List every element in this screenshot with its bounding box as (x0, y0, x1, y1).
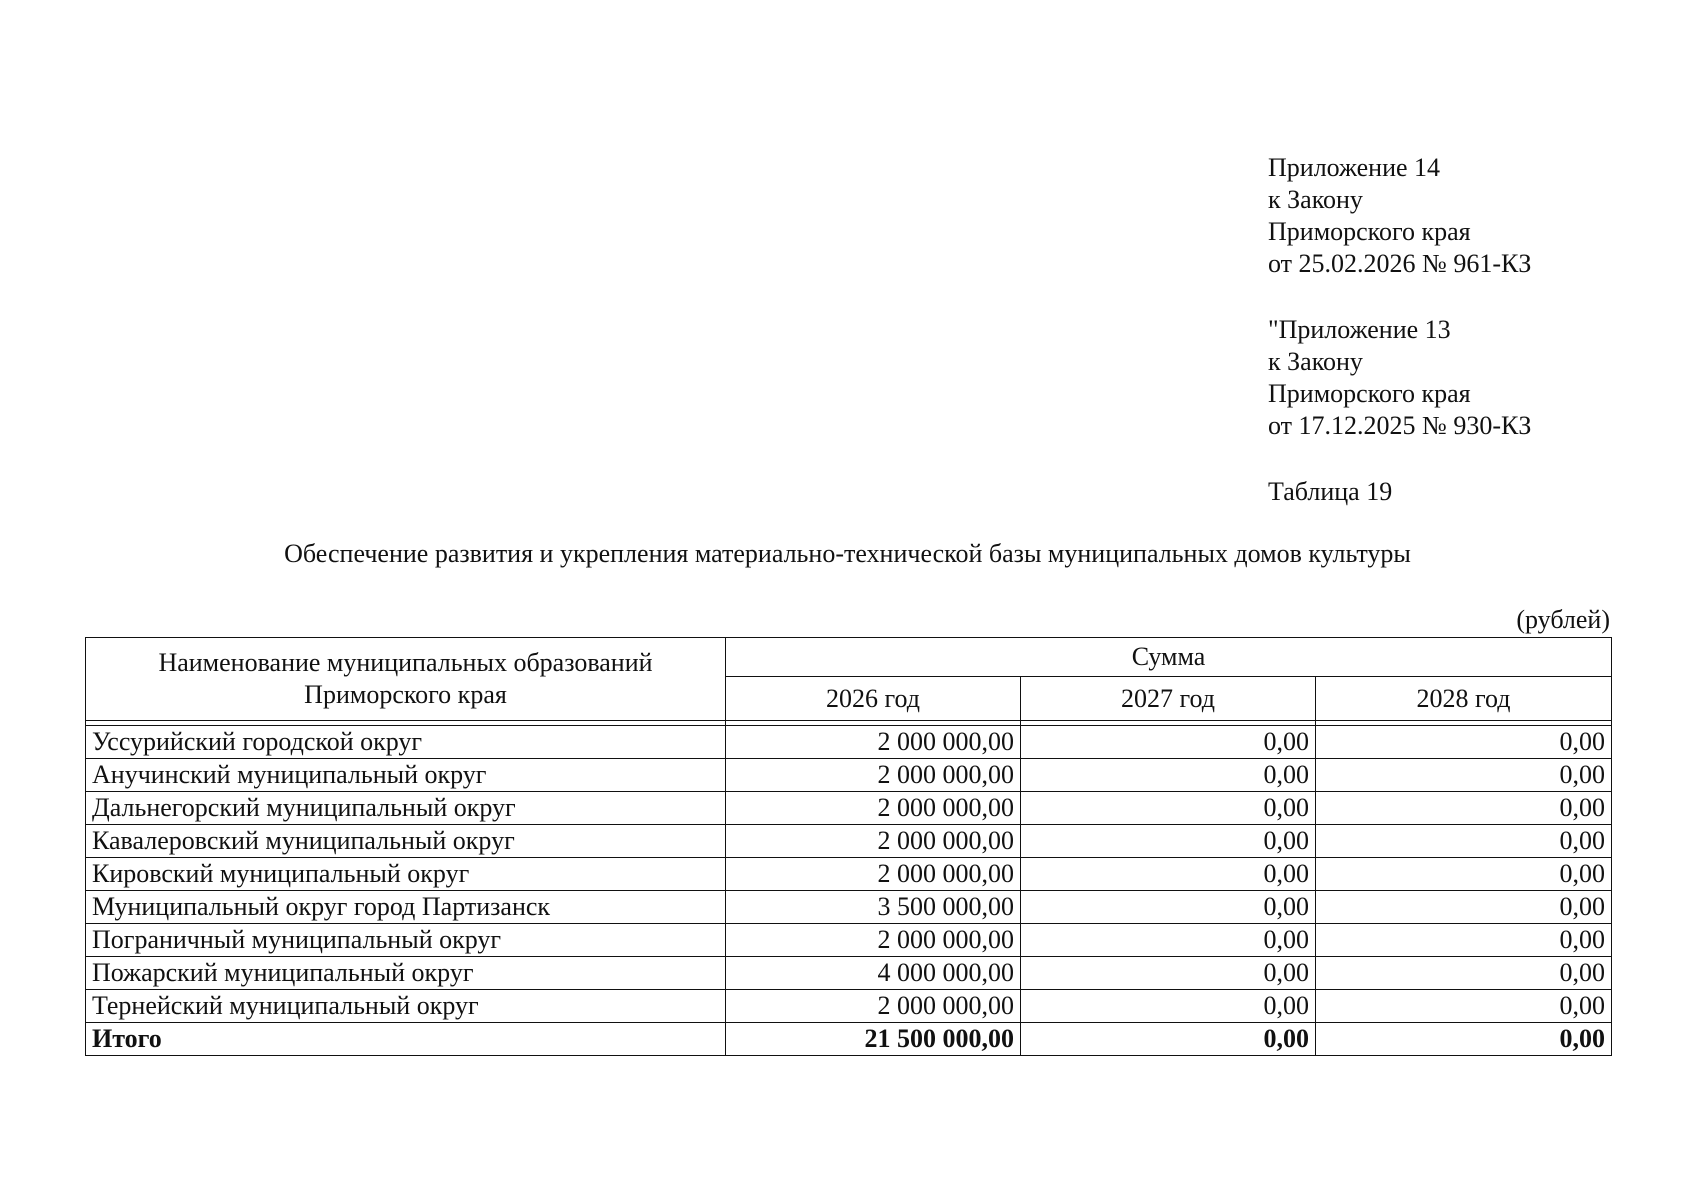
amount-2026: 2 000 000,00 (726, 726, 1021, 759)
appendix-main-line: Приложение 14 (1268, 153, 1441, 182)
municipality-name: Дальнегорский муниципальный округ (86, 792, 726, 825)
amount-2028: 0,00 (1316, 957, 1612, 990)
column-header-municipality-text: Наименование муниципальных образований Приморского края (158, 648, 653, 709)
table-row (86, 957, 1612, 990)
table-row (86, 924, 1612, 957)
table-row (86, 759, 1612, 792)
budget-table (85, 637, 1612, 1056)
amount-2026: 2 000 000,00 (726, 792, 1021, 825)
amount-2027: 0,00 (1021, 858, 1316, 891)
table-row (86, 990, 1612, 1023)
column-header-year-2026: 2026 год (726, 677, 1021, 721)
appendix-quoted-block (1268, 314, 1531, 442)
amount-2027: 0,00 (1021, 990, 1316, 1023)
unit-label: (рублей) (1516, 605, 1610, 634)
appendix-quoted-line: "Приложение 13 (1268, 315, 1451, 344)
amount-2026: 3 500 000,00 (726, 891, 1021, 924)
amount-2026: 4 000 000,00 (726, 957, 1021, 990)
amount-2027: 0,00 (1021, 891, 1316, 924)
column-header-year-2027: 2027 год (1021, 677, 1316, 721)
amount-2026: 2 000 000,00 (726, 759, 1021, 792)
amount-2027: 0,00 (1021, 792, 1316, 825)
amount-2027: 0,00 (1021, 825, 1316, 858)
table-header (86, 638, 1612, 721)
appendix-main-line: к Закону (1268, 185, 1363, 214)
municipality-name: Тернейский муниципальный округ (86, 990, 726, 1023)
amount-2028: 0,00 (1316, 759, 1612, 792)
total-row (86, 1023, 1612, 1056)
appendix-quoted-line: к Закону (1268, 347, 1363, 376)
appendix-quoted-line: Приморского края (1268, 379, 1471, 408)
amount-2027: 0,00 (1021, 726, 1316, 759)
amount-2026: 2 000 000,00 (726, 924, 1021, 957)
amount-2028: 0,00 (1316, 924, 1612, 957)
amount-2027: 0,00 (1021, 957, 1316, 990)
municipality-name: Кавалеровский муниципальный округ (86, 825, 726, 858)
municipality-name: Уссурийский городской округ (86, 726, 726, 759)
table-row (86, 726, 1612, 759)
amount-2028: 0,00 (1316, 990, 1612, 1023)
municipality-name: Пограничный муниципальный округ (86, 924, 726, 957)
table-row (86, 858, 1612, 891)
amount-2028: 0,00 (1316, 891, 1612, 924)
municipality-name: Кировский муниципальный округ (86, 858, 726, 891)
table-row (86, 792, 1612, 825)
column-header-year-2028: 2028 год (1316, 677, 1612, 721)
column-header-municipality (86, 638, 726, 721)
amount-2026: 2 000 000,00 (726, 990, 1021, 1023)
amount-2027: 0,00 (1021, 924, 1316, 957)
municipality-name: Пожарский муниципальный округ (86, 957, 726, 990)
document-title: Обеспечение развития и укрепления материально-технической базы муниципальных домов культуры (284, 539, 1411, 568)
amount-2028: 0,00 (1316, 726, 1612, 759)
amount-2027: 0,00 (1021, 759, 1316, 792)
amount-2028: 0,00 (1316, 792, 1612, 825)
municipality-name: Анучинский муниципальный округ (86, 759, 726, 792)
table-number: Таблица 19 (1268, 477, 1393, 506)
appendix-main-line: Приморского края (1268, 217, 1471, 246)
municipality-name: Муниципальный округ город Партизанск (86, 891, 726, 924)
total-2026: 21 500 000,00 (726, 1023, 1021, 1056)
total-2027: 0,00 (1021, 1023, 1316, 1056)
table-body (86, 721, 1612, 1056)
total-2028: 0,00 (1316, 1023, 1612, 1056)
appendix-quoted-line: от 17.12.2025 № 930-КЗ (1268, 411, 1532, 440)
table-row (86, 891, 1612, 924)
amount-2026: 2 000 000,00 (726, 858, 1021, 891)
amount-2026: 2 000 000,00 (726, 825, 1021, 858)
amount-2028: 0,00 (1316, 825, 1612, 858)
total-label: Итого (86, 1023, 726, 1056)
appendix-main-block (1268, 152, 1531, 280)
column-header-sum: Сумма (726, 638, 1612, 677)
appendix-main-line: от 25.02.2026 № 961-КЗ (1268, 249, 1532, 278)
table-row (86, 825, 1612, 858)
amount-2028: 0,00 (1316, 858, 1612, 891)
